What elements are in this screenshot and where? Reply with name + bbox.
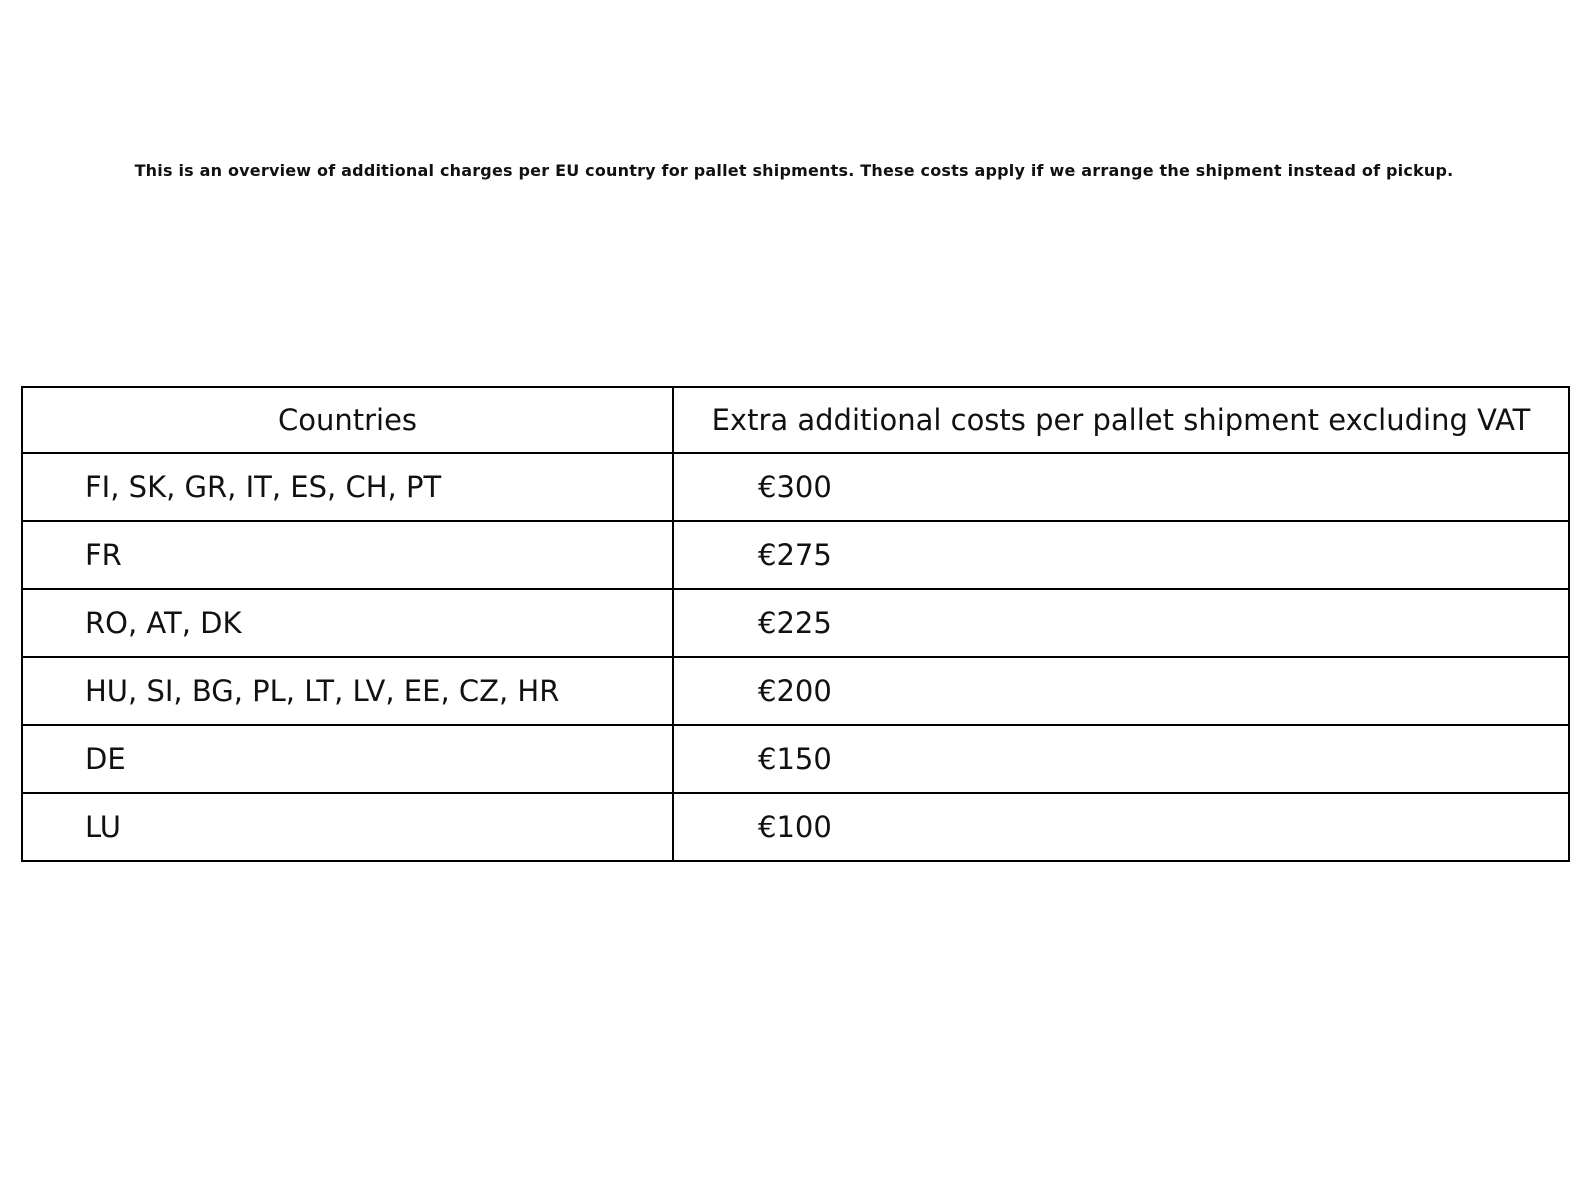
countries-cell: FR xyxy=(22,521,673,589)
table-row xyxy=(22,521,1569,589)
cost-cell: €200 xyxy=(673,657,1569,725)
cost-cell: €300 xyxy=(673,453,1569,521)
table-row xyxy=(22,793,1569,861)
cost-cell: €100 xyxy=(673,793,1569,861)
countries-cell: HU, SI, BG, PL, LT, LV, EE, CZ, HR xyxy=(22,657,673,725)
cost-cell: €275 xyxy=(673,521,1569,589)
cost-cell: €150 xyxy=(673,725,1569,793)
column-header-costs: Extra additional costs per pallet shipment excluding VAT xyxy=(673,387,1569,453)
countries-cell: RO, AT, DK xyxy=(22,589,673,657)
table-row xyxy=(22,657,1569,725)
table-row xyxy=(22,725,1569,793)
table-row xyxy=(22,453,1569,521)
countries-cell: DE xyxy=(22,725,673,793)
table-row xyxy=(22,589,1569,657)
countries-cell: FI, SK, GR, IT, ES, CH, PT xyxy=(22,453,673,521)
countries-cell: LU xyxy=(22,793,673,861)
column-header-countries: Countries xyxy=(22,387,673,453)
charges-table xyxy=(21,386,1570,862)
cost-cell: €225 xyxy=(673,589,1569,657)
header-row xyxy=(22,387,1569,453)
intro-text: This is an overview of additional charges per EU country for pallet shipments. These costs apply if we arrange the shipment instead of pickup. xyxy=(134,161,1454,180)
